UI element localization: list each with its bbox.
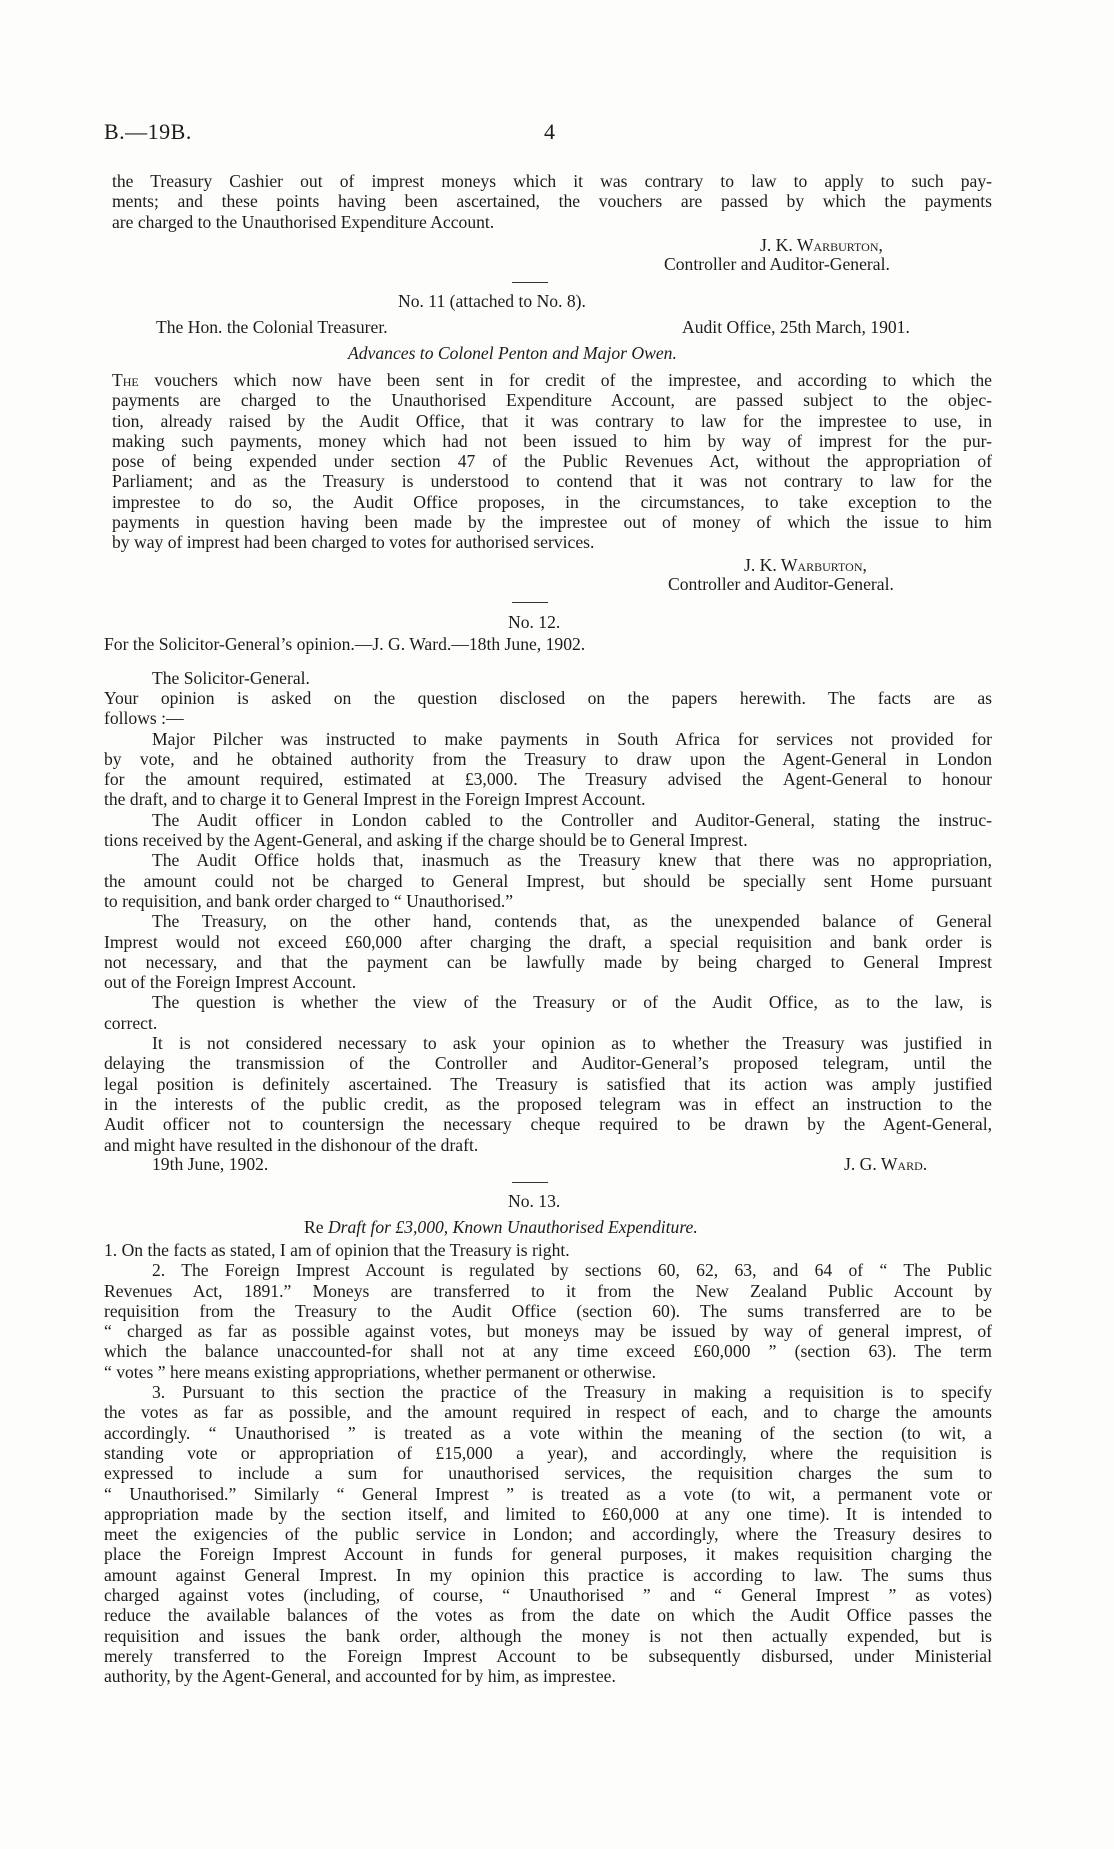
text-line: 1. On the facts as stated, I am of opinion that the Treasury is right. <box>104 1240 570 1260</box>
text-line: “ Unauthorised.” Similarly “ General Imprest ” is treated as a vote (to wit, a permanent vote or <box>104 1483 992 1504</box>
subject-line: Advances to Colonel Penton and Major Owen. <box>348 343 677 363</box>
text-line: legal position is definitely ascertained. The Treasury is satisfied that its action was amply justified <box>104 1073 992 1094</box>
section-heading: No. 11 (attached to No. 8). <box>398 291 586 311</box>
text-line: Audit officer not to countersign the necessary cheque required to be drawn by the Agent-General, <box>104 1114 992 1135</box>
section-divider <box>512 1182 548 1183</box>
paper-reference: B.—19B. <box>104 119 192 144</box>
continuation-paragraph <box>112 171 992 232</box>
text-line: imprestee to do so, the Audit Office proposes, in the circumstances, to take exception to the <box>112 491 992 512</box>
lead-word: The <box>112 370 139 390</box>
text-line: meet the exigencies of the public service in London; and accordingly, where the Treasury desires to <box>104 1524 992 1545</box>
text-line: It is not considered necessary to ask your opinion as to whether the Treasury was justified in <box>152 1033 992 1054</box>
text-line: Revenues Act, 1891.” Moneys are transferred to it from the New Zealand Public Account by <box>104 1280 992 1301</box>
text-line: delaying the transmission of the Controller and Auditor-General’s proposed telegram, until the <box>104 1053 992 1074</box>
page-number: 4 <box>544 119 555 144</box>
text-line: are charged to the Unauthorised Expenditure Account. <box>112 211 495 232</box>
text-line: 3. Pursuant to this section the practice of the Treasury in making a requisition is to specify <box>152 1382 992 1403</box>
text-line: expressed to include a sum for unauthorised services, the requisition charges the sum to <box>104 1463 992 1484</box>
text-line: pose of being expended under section 47 of the Public Revenues Act, without the appropriation of <box>112 451 992 472</box>
text-line: requisition and issues the bank order, although the money is not then actually expended, but is <box>104 1625 992 1646</box>
text-line: “ charged as far as possible against votes, but moneys may be issued by way of general imprest, of <box>104 1321 992 1342</box>
text-line: by way of imprest had been charged to votes for authorised services. <box>112 532 595 553</box>
signature-title: Controller and Auditor-General. <box>668 574 894 594</box>
signature-name: J. K. Warburton, <box>744 555 867 575</box>
text-line: requisition from the Treasury to the Audit Office (section 60). The sums transferred are to be <box>104 1300 992 1321</box>
text-line: to requisition, and bank order charged to “ Unauthorised.” <box>104 890 514 911</box>
text-line: out of the Foreign Imprest Account. <box>104 972 357 993</box>
section-divider <box>512 282 548 283</box>
section-divider <box>512 602 548 603</box>
signature-name: J. K. Warburton, <box>760 235 883 255</box>
text-line: charged against votes (including, of course, “ Unauthorised ” and “ General Imprest ” as votes) <box>104 1585 992 1606</box>
text-line: The Audit officer in London cabled to the Controller and Auditor-General, stating the instruc- <box>152 809 992 830</box>
text-line: place the Foreign Imprest Account in funds for general purposes, it makes requisition charging the <box>104 1544 992 1565</box>
text-line: The Audit Office holds that, inasmuch as the Treasury knew that there was no appropriation, <box>152 850 992 871</box>
text-line <box>112 370 992 390</box>
subject-line <box>304 1217 698 1237</box>
text-line: 2. The Foreign Imprest Account is regulated by sections 60, 62, 63, and 64 of “ The Public <box>152 1260 992 1281</box>
text-line: The Treasury, on the other hand, contends that, as the unexpended balance of General <box>152 911 992 932</box>
text-line: standing vote or appropriation of £15,000 a year), and accordingly, where the requisition is <box>104 1442 992 1463</box>
subject-title: Draft for £3,000, Known Unauthorised Expenditure. <box>327 1217 698 1237</box>
text-line: amount against General Imprest. In my opinion this practice is according to law. The sums thus <box>104 1564 992 1585</box>
signature-name: J. G. Ward. <box>844 1154 928 1174</box>
text-line: payments are charged to the Unauthorised Expenditure Account, are passed subject to the objec- <box>112 390 992 411</box>
text-line: correct. <box>104 1012 158 1033</box>
body-paragraph <box>104 1240 992 1687</box>
section-heading: No. 13. <box>508 1191 561 1211</box>
text-line: merely transferred to the Foreign Imprest Account to be subsequently disbursed, under Ministerial <box>104 1645 992 1666</box>
body-paragraph <box>104 688 992 1155</box>
signature-title: Controller and Auditor-General. <box>664 254 890 274</box>
place-date: Audit Office, 25th March, 1901. <box>682 317 910 337</box>
text-line: The question is whether the view of the Treasury or of the Audit Office, as to the law, is <box>152 992 992 1013</box>
date-line: 19th June, 1902. <box>152 1154 269 1174</box>
text-line: reduce the available balances of the votes as from the date on which the Audit Office passes the <box>104 1605 992 1626</box>
text-line: for the amount required, estimated at £3,000. The Treasury advised the Agent-General to honour <box>104 769 992 790</box>
text-line: Major Pilcher was instructed to make payments in South Africa for services not provided for <box>152 728 992 749</box>
text-line-content: vouchers which now have been sent in for credit of the imprestee, and according to which the <box>138 370 992 390</box>
text-line: and might have resulted in the dishonour of the draft. <box>104 1134 479 1155</box>
text-line: appropriation made by the section itself, and limited to £60,000 at any one time). It is intended to <box>104 1503 992 1524</box>
text-line: Parliament; and as the Treasury is understood to contend that it was not contrary to law for the <box>112 471 992 492</box>
text-line: Imprest would not exceed £60,000 after charging the draft, a special requisition and bank order is <box>104 931 992 952</box>
text-line: tions received by the Agent-General, and asking if the charge should be to General Imprest. <box>104 830 748 851</box>
text-line: in the interests of the public credit, as the proposed telegram was in effect an instruction to the <box>104 1093 992 1114</box>
text-line: making such payments, money which had not been issued to him by way of imprest for the pur- <box>112 430 992 451</box>
text-line: “ votes ” here means existing appropriations, whether permanent or otherwise. <box>104 1361 657 1382</box>
text-line: ments; and these points having been ascertained, the vouchers are passed by which the payments <box>112 191 992 212</box>
text-line: authority, by the Agent-General, and accounted for by him, as imprestee. <box>104 1666 616 1687</box>
section-heading: No. 12. <box>508 612 561 632</box>
text-line: Your opinion is asked on the question disclosed on the papers herewith. The facts are as <box>104 688 992 708</box>
text-line: by vote, and he obtained authority from the Treasury to draw upon the Agent-General in London <box>104 748 992 769</box>
text-line: the Treasury Cashier out of imprest moneys which it was contrary to law to apply to such pay- <box>112 171 992 191</box>
text-line: tion, already raised by the Audit Office, that it was contrary to law for the imprestee to use, in <box>112 410 992 431</box>
subject-prefix: Re <box>304 1217 324 1237</box>
minute-line: For the Solicitor-General’s opinion.—J. G. Ward.—18th June, 1902. <box>104 634 586 654</box>
text-line: payments in question having been made by the imprestee out of money of which the issue to him <box>112 512 992 533</box>
addressee: The Hon. the Colonial Treasurer. <box>156 317 388 337</box>
text-line: the amount could not be charged to General Imprest, but should be specially sent Home pursuant <box>104 870 992 891</box>
text-line: the draft, and to charge it to General Imprest in the Foreign Imprest Account. <box>104 789 646 810</box>
text-line: the votes as far as possible, and the amount required in respect of each, and to charge the amounts <box>104 1402 992 1423</box>
text-line: follows :— <box>104 708 184 729</box>
text-line: not necessary, and that the payment can be lawfully made by being charged to General Imprest <box>104 951 992 972</box>
body-paragraph <box>112 370 992 553</box>
addressee: The Solicitor-General. <box>152 668 310 688</box>
text-line: which the balance unaccounted-for shall not at any time exceed £60,000 ” (section 63). The term <box>104 1341 992 1362</box>
text-line: accordingly. “ Unauthorised ” is treated as a vote within the meaning of the section (to wit, a <box>104 1422 992 1443</box>
